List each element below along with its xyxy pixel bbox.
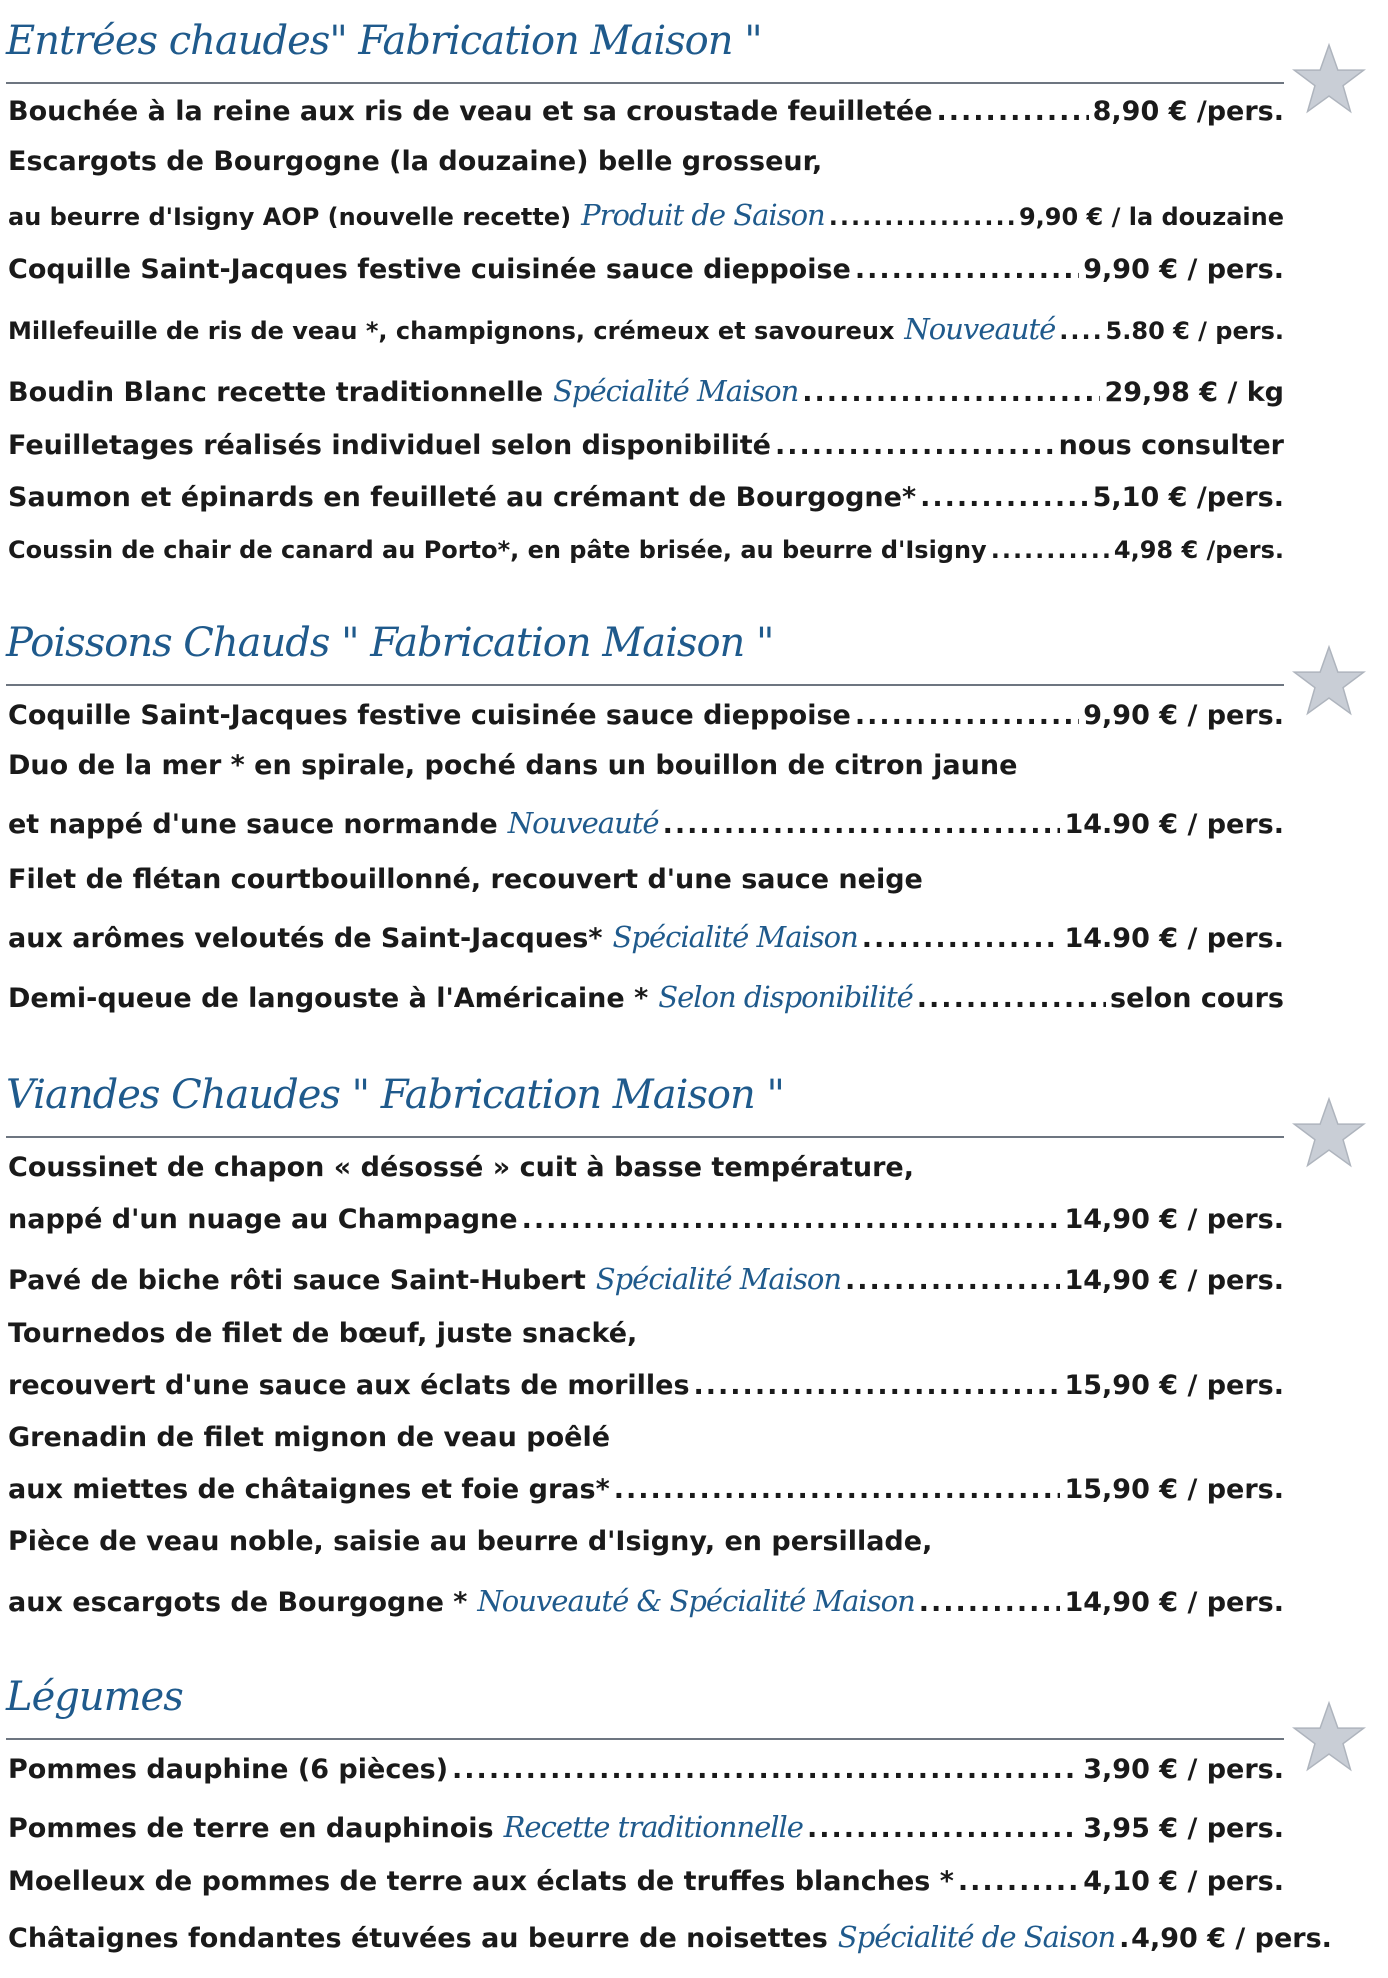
leader-dots	[522, 1204, 1061, 1235]
item-price: 4,90 € / pers.	[1131, 1923, 1332, 1954]
leader-dots	[845, 1265, 1060, 1296]
leader-dots	[917, 983, 1106, 1014]
item-tag: Nouveauté	[904, 312, 1056, 346]
item-label: Escargots de Bourgogne (la douzaine) belle grosseur,	[8, 146, 823, 177]
menu-line	[8, 1204, 1284, 1244]
item-label: Coquille Saint-Jacques festive cuisinée sauce dieppoise	[8, 700, 851, 731]
item-tag: Selon disponibilité	[658, 980, 913, 1014]
item-label: Pièce de veau noble, saisie au beurre d'Isigny, en persillade,	[8, 1526, 933, 1557]
section-heading: Entrées chaudes" Fabrication Maison "	[6, 18, 762, 64]
section-divider	[6, 1738, 1284, 1740]
menu-line	[8, 1526, 1284, 1566]
item-label: aux escargots de Bourgogne *	[8, 1587, 468, 1618]
item-label: Grenadin de filet mignon de veau poêlé	[8, 1422, 611, 1453]
item-label: Tournedos de filet de bœuf, juste snacké,	[8, 1318, 638, 1349]
leader-dots	[802, 377, 1100, 408]
item-label: Pommes dauphine (6 pièces)	[8, 1754, 449, 1785]
menu-line	[8, 1810, 1284, 1850]
leader-dots	[862, 923, 1061, 954]
item-label: Boudin Blanc recette traditionnelle	[8, 377, 544, 408]
leader-dots	[1059, 317, 1101, 345]
item-price: 14.90 € / pers.	[1064, 809, 1284, 840]
item-label: Moelleux de pommes de terre aux éclats de truffes blanches *	[8, 1866, 954, 1897]
leader-dots	[958, 1866, 1079, 1897]
item-price: 9,90 € / la douzaine	[1018, 203, 1284, 231]
menu-line	[8, 1262, 1284, 1302]
item-price: 4,98 € /pers.	[1113, 536, 1284, 564]
item-price: 14.90 € / pers.	[1064, 923, 1284, 954]
item-tag: Produit de Saison	[581, 198, 825, 232]
section-divider	[6, 684, 1284, 686]
item-label: aux arômes veloutés de Saint-Jacques*	[8, 923, 603, 954]
item-label: Demi-queue de langouste à l'Américaine *	[8, 983, 649, 1014]
leader-dots	[775, 430, 1055, 461]
star-icon	[1292, 1096, 1366, 1170]
item-price: 14,90 € / pers.	[1064, 1204, 1284, 1235]
item-price: 5,10 € /pers.	[1092, 482, 1284, 513]
item-tag: Nouveauté	[507, 806, 659, 840]
item-label: Pavé de biche rôti sauce Saint-Hubert	[8, 1265, 586, 1296]
menu-line	[8, 806, 1284, 846]
item-label: au beurre d'Isigny AOP (nouvelle recette)	[8, 203, 572, 231]
leader-dots	[694, 1370, 1061, 1401]
leader-dots	[920, 482, 1089, 513]
item-label: Pommes de terre en dauphinois	[8, 1813, 494, 1844]
item-price: 5.80 € / pers.	[1105, 317, 1284, 345]
item-price: 9,90 € / pers.	[1083, 700, 1284, 731]
item-label: aux miettes de châtaignes et foie gras*	[8, 1474, 610, 1505]
item-price: nous consulter	[1058, 430, 1284, 461]
item-price: 3,95 € / pers.	[1083, 1813, 1284, 1844]
menu-line	[8, 482, 1284, 522]
item-label: Coquille Saint-Jacques festive cuisinée sauce dieppoise	[8, 254, 851, 285]
menu-line	[8, 1920, 1332, 1960]
item-label: nappé d'un nuage au Champagne	[8, 1204, 518, 1235]
item-price: 29,98 € / kg	[1104, 377, 1284, 408]
item-label: Duo de la mer * en spirale, poché dans un bouillon de citron jaune	[8, 750, 1018, 781]
star-icon	[1292, 1700, 1366, 1774]
item-label: Châtaignes fondantes étuvées au beurre de noisettes	[8, 1923, 828, 1954]
leader-dots	[1119, 1923, 1127, 1954]
leader-dots	[807, 1813, 1079, 1844]
item-price: 15,90 € / pers.	[1064, 1370, 1284, 1401]
section-heading: Poissons Chauds " Fabrication Maison "	[6, 620, 774, 666]
menu-line	[8, 750, 1284, 790]
leader-dots	[452, 1754, 1079, 1785]
menu-line	[8, 198, 1284, 238]
menu-line	[8, 430, 1284, 470]
menu-line	[8, 254, 1284, 294]
leader-dots	[855, 254, 1079, 285]
item-price: 4,10 € / pers.	[1083, 1866, 1284, 1897]
menu-line	[8, 864, 1284, 904]
item-label: recouvert d'une sauce aux éclats de morilles	[8, 1370, 690, 1401]
item-tag: Spécialité Maison	[553, 374, 799, 408]
leader-dots	[937, 96, 1089, 127]
section-heading: Viandes Chaudes " Fabrication Maison "	[6, 1072, 784, 1118]
menu-line	[8, 374, 1284, 414]
star-icon	[1292, 644, 1366, 718]
item-label: Saumon et épinards en feuilleté au crémant de Bourgogne*	[8, 482, 917, 513]
menu-line	[8, 700, 1284, 740]
item-label: Coussinet de chapon « désossé » cuit à basse température,	[8, 1152, 914, 1183]
menu-line	[8, 1370, 1284, 1410]
leader-dots	[919, 1587, 1061, 1618]
item-label: Coussin de chair de canard au Porto*, en pâte brisée, au beurre d'Isigny	[8, 536, 987, 564]
item-tag: Nouveauté & Spécialité Maison	[477, 1584, 915, 1618]
item-label: Feuilletages réalisés individuel selon disponibilité	[8, 430, 771, 461]
leader-dots	[614, 1474, 1061, 1505]
menu-line	[8, 1584, 1284, 1624]
menu-line	[8, 1754, 1284, 1794]
section-divider	[6, 1136, 1284, 1138]
leader-dots	[855, 700, 1079, 731]
item-label: Filet de flétan courtbouillonné, recouvert d'une sauce neige	[8, 864, 923, 895]
menu-line	[8, 980, 1284, 1020]
menu-line	[8, 1866, 1284, 1906]
item-price: selon cours	[1110, 983, 1284, 1014]
menu-line	[8, 536, 1284, 576]
item-tag: Spécialité Maison	[595, 1262, 842, 1296]
item-price: 3,90 € / pers.	[1083, 1754, 1284, 1785]
item-tag: Spécialité Maison	[612, 920, 858, 954]
menu-line	[8, 146, 1284, 186]
item-price: 9,90 € / pers.	[1083, 254, 1284, 285]
menu-line	[8, 96, 1284, 136]
item-label: Millefeuille de ris de veau *, champignons, crémeux et savoureux	[8, 317, 895, 345]
menu-line	[8, 1422, 1284, 1462]
item-price: 8,90 € /pers.	[1092, 96, 1284, 127]
item-label: Bouchée à la reine aux ris de veau et sa croustade feuilletée	[8, 96, 933, 127]
menu-line	[8, 1474, 1284, 1514]
section-divider	[6, 82, 1284, 84]
item-price: 14,90 € / pers.	[1064, 1265, 1284, 1296]
section-heading: Légumes	[6, 1674, 183, 1720]
menu-line	[8, 1152, 1284, 1192]
leader-dots	[663, 809, 1061, 840]
star-icon	[1292, 42, 1366, 116]
menu-line	[8, 1318, 1284, 1358]
leader-dots	[829, 203, 1015, 231]
item-label: et nappé d'une sauce normande	[8, 809, 498, 840]
menu-line	[8, 920, 1284, 960]
item-price: 15,90 € / pers.	[1064, 1474, 1284, 1505]
item-tag: Spécialité de Saison	[837, 1920, 1116, 1954]
menu-line	[8, 312, 1284, 352]
leader-dots	[991, 536, 1110, 564]
item-tag: Recette traditionnelle	[503, 1810, 803, 1844]
item-price: 14,90 € / pers.	[1064, 1587, 1284, 1618]
